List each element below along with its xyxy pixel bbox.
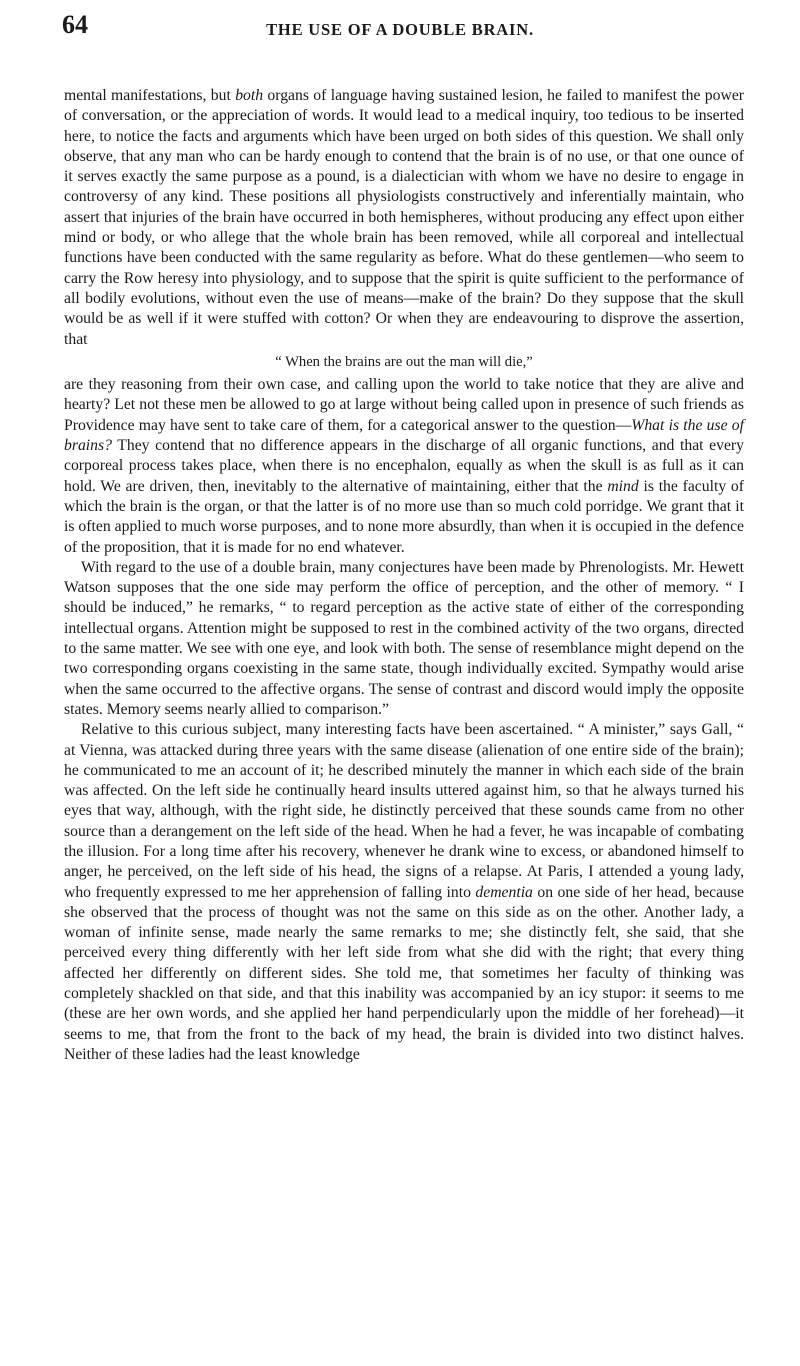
paragraph-2 — [64, 375, 744, 558]
paragraph-3: With regard to the use of a double brain, many conjectures have been made by Phrenologists. Mr. Hewett Watson supposes that the one side may perform the office of perception, and the other of memory. “ I should be induced,” he remarks, “ to regard perception as the active state of either of the corresponding intellectual organs. Attention might be supposed to rest in the combined activity of the two organs, directed to the same matter. We see with one eye, and look with both. The sense of resemblance might depend on the two corresponding organs coexisting in the same state, though individually excited. Sympathy would arise when the same occurred to the affective organs. The sense of contrast and discord would imply the opposite states. Memory seems nearly allied to comparison.” — [64, 558, 744, 718]
page-body — [64, 86, 744, 1065]
paragraph-2-text-c: They contend that no difference appears in the discharge of all organic functions, and that every corporeal process takes place, when there is no encephalon, equally as when the skull is as full as it can hold. We are driven, then, inevitably to the alternative of maintaining, either that the — [64, 437, 744, 495]
emphasis-both: both — [235, 87, 264, 104]
page-number: 64 — [62, 10, 88, 39]
running-title: THE USE OF A DOUBLE BRAIN. — [266, 20, 534, 39]
emphasis-mind: mind — [607, 477, 639, 495]
paragraph-4-text-c: on one side of her head, because she observed that the process of thought was not the same on this side as on the other. Another lady, a woman of infinite sense, made nearly the same remarks to me; she distinctly felt, she said, that she perceived every thing differently with her left side from what she did with the right; that every thing affected her differently on different sides. She told me, that sometimes her faculty of thinking was completely shackled on that side, and that this inability was accompanied by an icy stupor: it seems to me (these are her own words, and she applied her hand perpendicularly upon the middle of her forehead)—it seems to me, that from the front to the back of my head, the brain is divided into two distinct halves. Neither of these ladies had the least knowledge — [64, 883, 745, 1063]
emphasis-question: What is the use of brains? — [64, 416, 745, 455]
paragraph-1-text-a: mental manifestations, but — [64, 87, 236, 104]
paragraph-2-text-e: is the faculty of which the brain is the organ, or that the latter is of no more use than so much cold porridge. We grant that it is often applied to much worse purposes, and to none more absurdly, than when it is occupied in the defence of the proposition, that it is made for no end whatever. — [64, 477, 744, 556]
paragraph-1 — [64, 86, 744, 350]
paragraph-2-text-a: are they reasoning from their own case, and calling upon the world to take notice that they are alive and hearty? Let not these men be allowed to go at large without being called upon in presence of such friends as Providence may have sent to take care of them, for a categorical answer to the question— — [64, 376, 744, 434]
emphasis-dementia: dementia — [475, 883, 533, 901]
paragraph-4-text-a: Relative to this curious subject, many interesting facts have been ascertained. “ A minister,” says Gall, “ at Vienna, was attacked during three years with the same disease (alienation of one entire side of the brain); he communicated to me an account of it; he described minutely the manner in which each side of the brain was affected. On the left side he continually heard insults uttered against him, so that he always turned his eyes that way, although, with the right side, he distinctly perceived that these sounds came from no other source than a derangement on the left side of the head. When he had a fever, he was incapable of combating the illusion. For a long time after his recovery, whenever he drank wine to excess, or abandoned himself to anger, he perceived, on the left side of his head, the signs of a relapse. At Paris, I attended a young lady, who frequently expressed to me her apprehension of falling into — [64, 721, 744, 901]
paragraph-4 — [64, 720, 744, 1065]
quotation: “ When the brains are out the man will die,” — [275, 353, 533, 370]
paragraph-1-text-c: organs of language having sustained lesion, he failed to manifest the power of conversation, or the appreciation of words. It would lead to a medical inquiry, too tedious to be inserted here, to notice the facts and arguments which have been urged on both sides of this question. We shall only observe, that any man who can be hardy enough to contend that the brain is of no use, or that one ounce of it serves exactly the same purpose as a pound, is a dialectician with whom we have no desire to engage in controversy of any kind. These positions all physiologists constructively and inferentially maintain, who assert that injuries of the brain have occurred in both hemispheres, without producing any effect upon either mind or body, or who allege that the whole brain has been removed, while all corporeal and intellectual functions have been conducted with the same regularity as before. What do these gentlemen—who seem to carry the Row heresy into physiology, and to suppose that the spirit is quite sufficient to the performance of all bodily evolutions, without even the use of means—make of the brain? Do they suppose that the skull would be as well if it were stuffed with cotton? Or when they are endeavouring to disprove the assertion, that — [64, 87, 744, 348]
